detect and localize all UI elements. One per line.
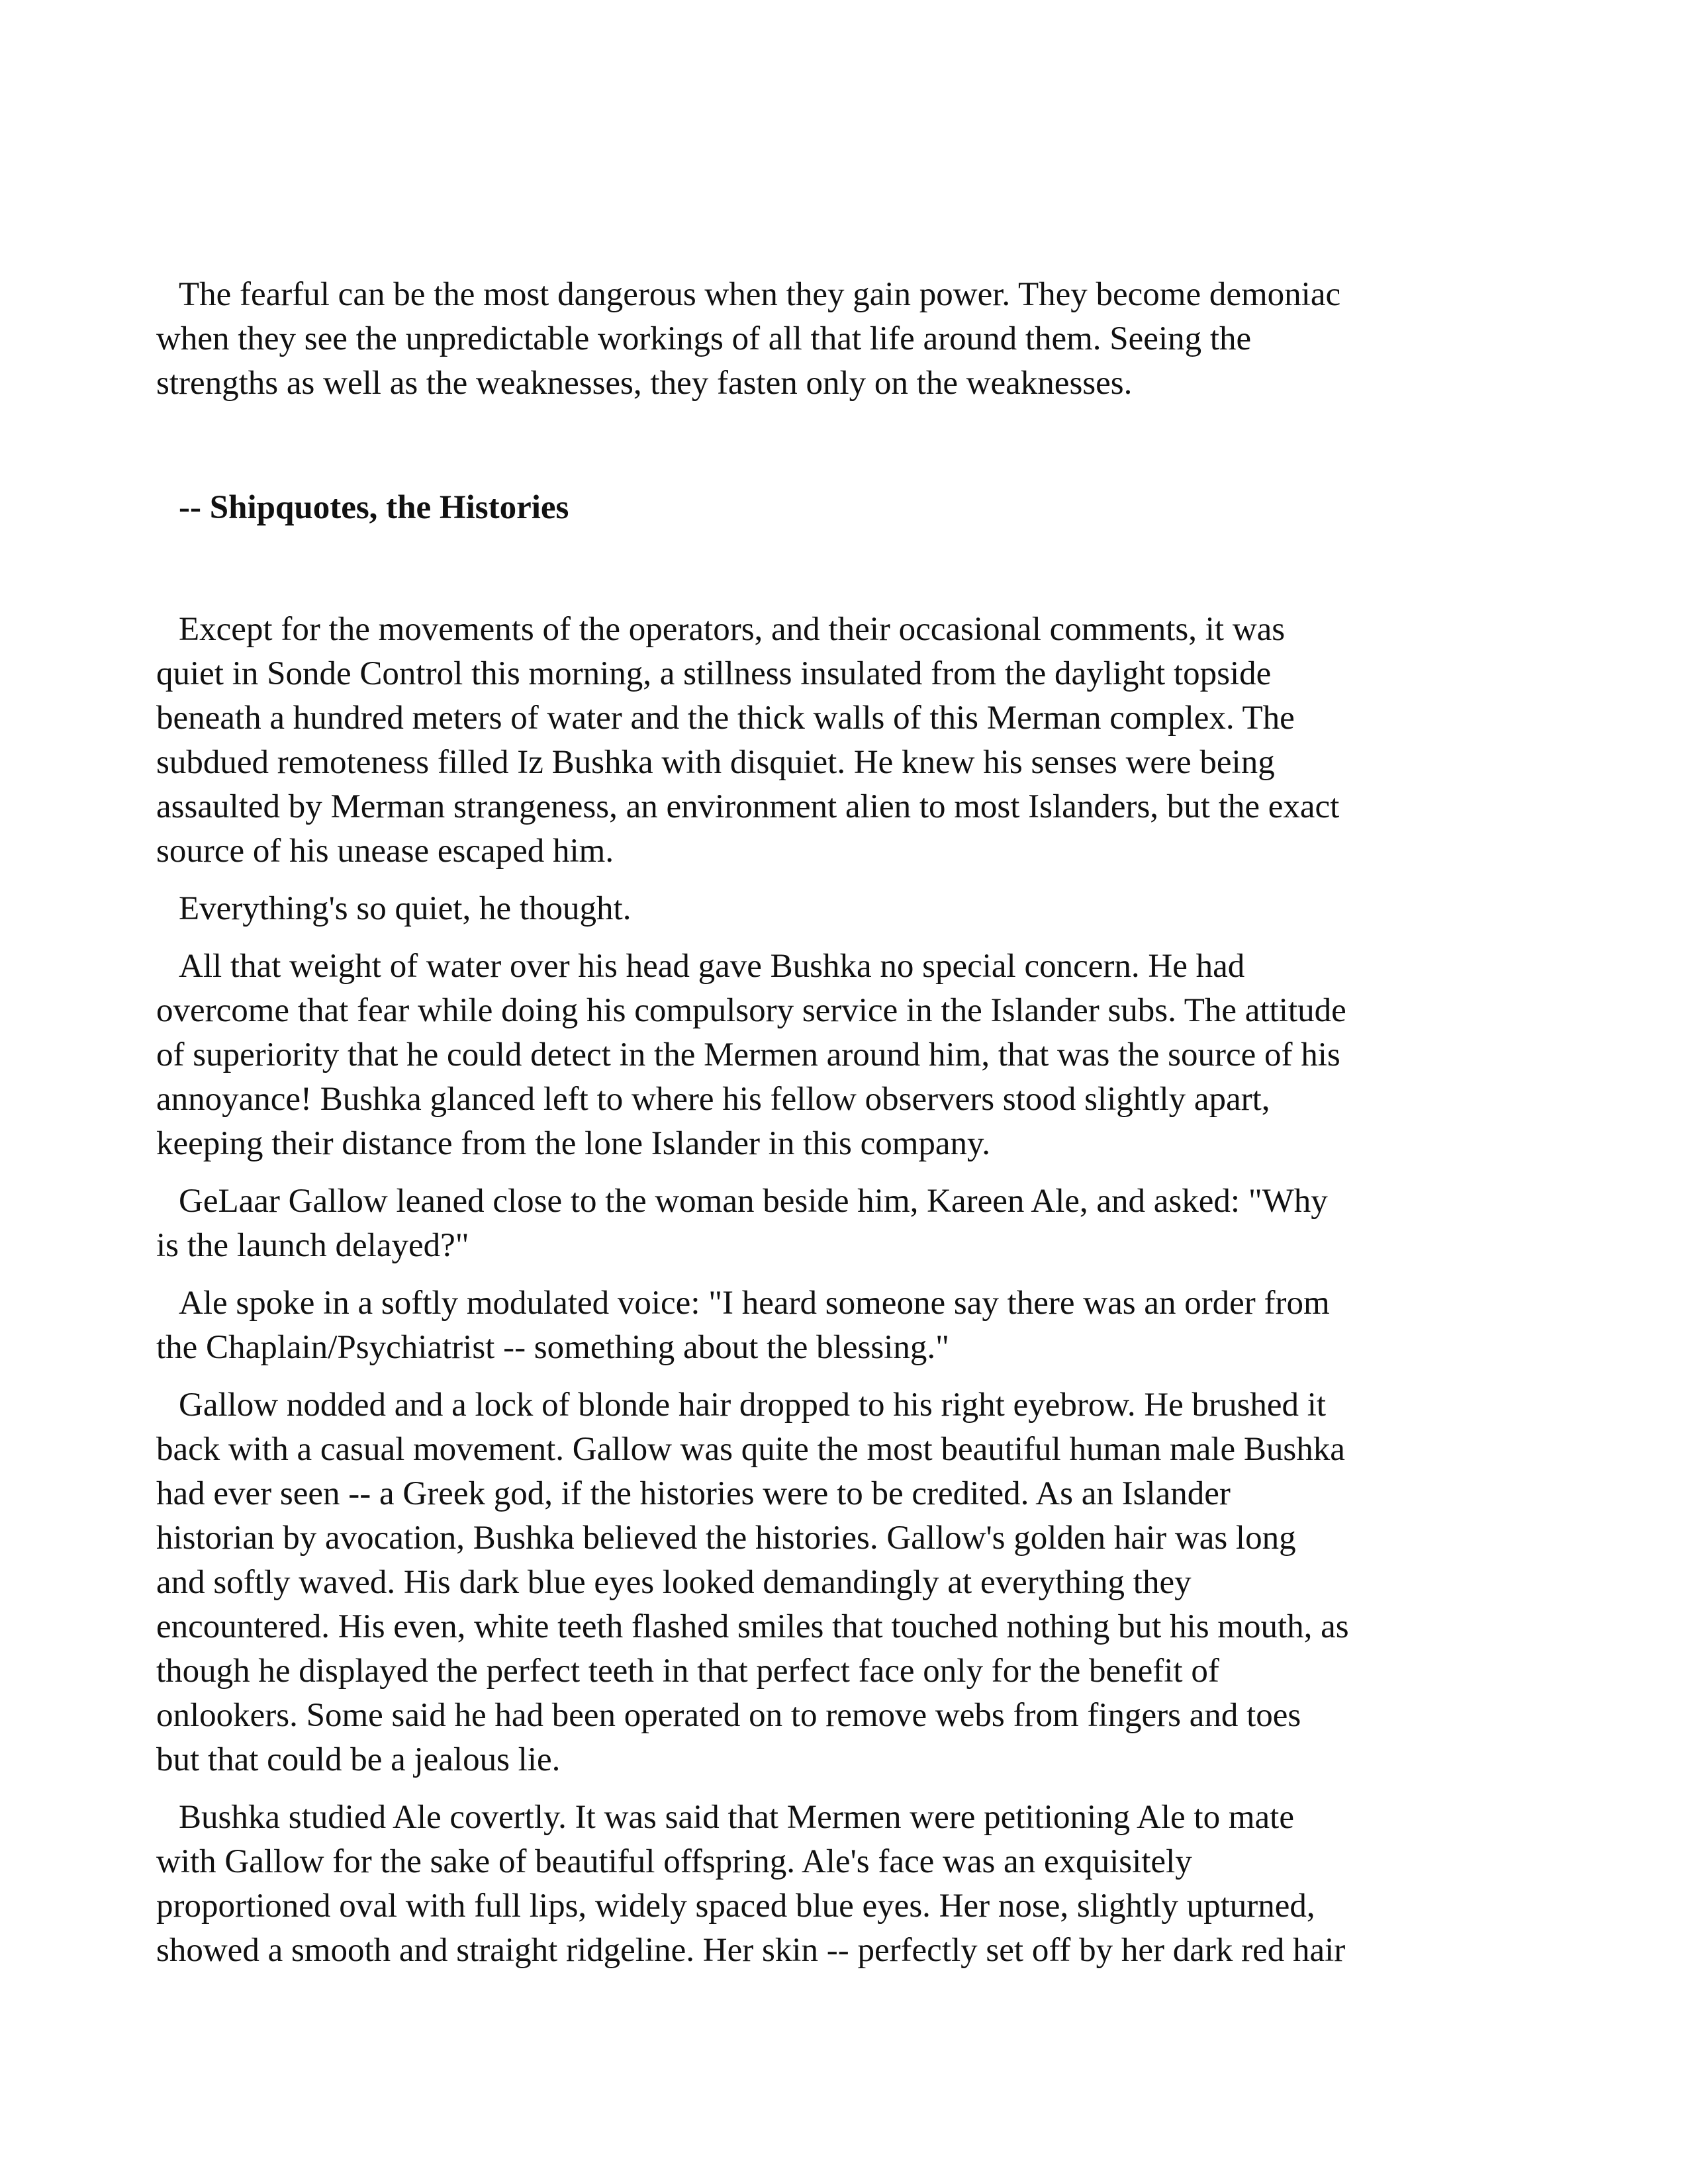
- text-line: proportioned oval with full lips, widely spaced blue eyes. Her nose, slightly upturned,: [156, 1888, 1315, 1925]
- text-line: onlookers. Some said he had been operated on to remove webs from fingers and toes: [156, 1697, 1301, 1734]
- text-line: beneath a hundred meters of water and the thick walls of this Merman complex. The: [156, 700, 1295, 737]
- text-line: with Gallow for the sake of beautiful offspring. Ale's face was an exquisitely: [156, 1843, 1192, 1880]
- story-body: [156, 608, 1533, 1986]
- text-line: GeLaar Gallow leaned close to the woman beside him, Kareen Ale, and asked: "Why: [179, 1183, 1328, 1220]
- text-line: the Chaplain/Psychiatrist -- something about the blessing.": [156, 1329, 949, 1366]
- story-paragraph: [156, 1796, 1533, 1973]
- text-line: is the launch delayed?": [156, 1227, 469, 1264]
- epigraph: [156, 273, 1533, 406]
- epigraph-paragraph: [156, 273, 1533, 406]
- text-line: but that could be a jealous lie.: [156, 1741, 561, 1778]
- text-line: back with a casual movement. Gallow was quite the most beautiful human male Bushka: [156, 1431, 1345, 1468]
- text-line: Bushka studied Ale covertly. It was said that Mermen were petitioning Ale to mate: [179, 1799, 1294, 1836]
- story-paragraph: [156, 1281, 1533, 1370]
- text-line: encountered. His even, white teeth flashed smiles that touched nothing but his mouth, as: [156, 1608, 1349, 1645]
- text-line: and softly waved. His dark blue eyes looked demandingly at everything they: [156, 1564, 1192, 1601]
- text-line: of superiority that he could detect in the Mermen around him, that was the source of his: [156, 1036, 1340, 1073]
- text-line: quiet in Sonde Control this morning, a stillness insulated from the daylight topside: [156, 655, 1272, 692]
- text-line: subdued remoteness filled Iz Bushka with disquiet. He knew his senses were being: [156, 744, 1275, 781]
- text-line: Except for the movements of the operators, and their occasional comments, it was: [179, 611, 1286, 648]
- text-line: Everything's so quiet, he thought.: [179, 890, 632, 927]
- text-line: though he displayed the perfect teeth in that perfect face only for the benefit of: [156, 1653, 1219, 1690]
- text-line: Gallow nodded and a lock of blonde hair dropped to his right eyebrow. He brushed it: [179, 1387, 1327, 1424]
- text-line: Ale spoke in a softly modulated voice: "I heard someone say there was an order from: [179, 1285, 1330, 1322]
- text-line: keeping their distance from the lone Islander in this company.: [156, 1125, 990, 1162]
- story-paragraph: [156, 887, 1533, 931]
- text-line: source of his unease escaped him.: [156, 833, 614, 870]
- text-line: had ever seen -- a Greek god, if the histories were to be credited. As an Islander: [156, 1475, 1231, 1512]
- story-paragraph: [156, 944, 1533, 1166]
- story-paragraph: [156, 1179, 1533, 1268]
- text-line: annoyance! Bushka glanced left to where his fellow observers stood slightly apart,: [156, 1081, 1270, 1118]
- epigraph-attribution: [156, 486, 1533, 530]
- text-line: The fearful can be the most dangerous when they gain power. They become demoniac: [179, 276, 1341, 313]
- text-line: when they see the unpredictable workings of all that life around them. Seeing the: [156, 320, 1252, 357]
- text-line: historian by avocation, Bushka believed the histories. Gallow's golden hair was long: [156, 1520, 1296, 1557]
- text-line: strengths as well as the weaknesses, they fasten only on the weaknesses.: [156, 365, 1133, 402]
- story-paragraph: [156, 1383, 1533, 1782]
- text-line: assaulted by Merman strangeness, an environment alien to most Islanders, but the exact: [156, 788, 1340, 825]
- text-line: All that weight of water over his head gave Bushka no special concern. He had: [179, 948, 1245, 985]
- story-paragraph: [156, 608, 1533, 874]
- attribution-text: -- Shipquotes, the Histories: [179, 489, 569, 526]
- text-line: overcome that fear while doing his compulsory service in the Islander subs. The attitude: [156, 992, 1346, 1029]
- text-line: showed a smooth and straight ridgeline. Her skin -- perfectly set off by her dark red hair: [156, 1932, 1346, 1969]
